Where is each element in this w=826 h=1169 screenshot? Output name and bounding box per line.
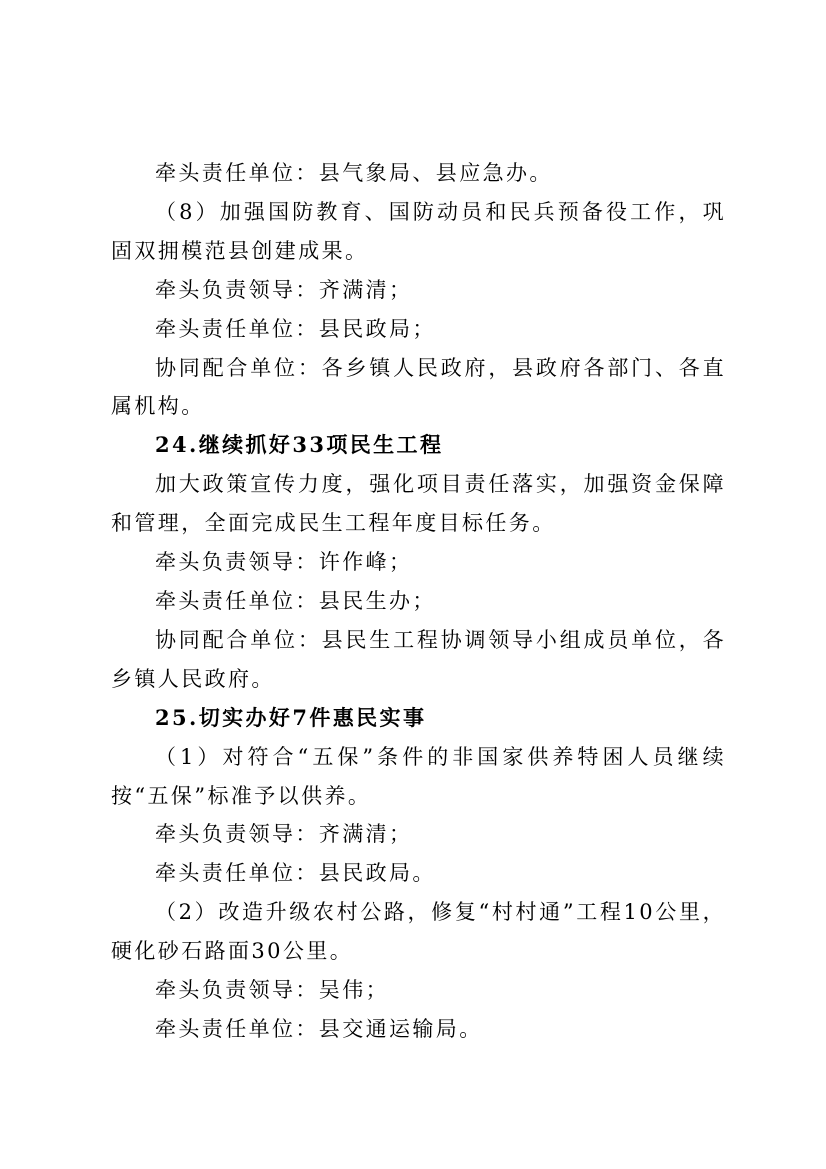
paragraph-lead-unit-weather: 牵头责任单位：县气象局、县应急办。 [155,161,553,185]
document-body [111,154,726,1049]
paragraph-cooperating-units: 协同配合单位：各乡镇人民政府，县政府各部门、各直属机构。 [111,355,726,419]
paragraph-section-24-body: 加大政策宣传力度，强化项目责任落实，加强资金保障和管理，全面完成民生工程年度目标任务。 [111,472,726,536]
paragraph-item-8-defense: （8）加强国防教育、国防动员和民兵预备役工作，巩固双拥模范县创建成果。 [111,199,726,263]
paragraph-lead-leader: 牵头负责领导：吴伟； [155,978,389,1003]
paragraph-lead-unit: 牵头责任单位：县民政局； [155,316,436,341]
section-heading-25: 25.切实办好7件惠民实事 [155,704,427,730]
paragraph-item-1-wubao: （1）对符合“五保”条件的非国家供养特困人员继续按“五保”标准予以供养。 [111,744,726,808]
paragraph-lead-leader: 牵头负责领导：许作峰； [155,550,413,575]
paragraph-lead-leader: 牵头负责领导：齐满清； [155,822,413,847]
paragraph-item-2-roads: （2）改造升级农村公路，修复“村村通”工程10公里，硬化砂石路面30公里。 [111,900,726,964]
paragraph-lead-unit: 牵头责任单位：县民政局。 [155,861,436,886]
section-heading-24: 24.继续抓好33项民生工程 [155,432,444,458]
paragraph-lead-unit: 牵头责任单位：县民生办； [155,588,436,613]
paragraph-lead-leader: 牵头负责领导：齐满清； [155,277,413,302]
paragraph-lead-unit: 牵头责任单位：县交通运输局。 [155,1016,483,1041]
paragraph-cooperating-units: 协同配合单位：县民生工程协调领导小组成员单位，各乡镇人民政府。 [111,627,726,691]
